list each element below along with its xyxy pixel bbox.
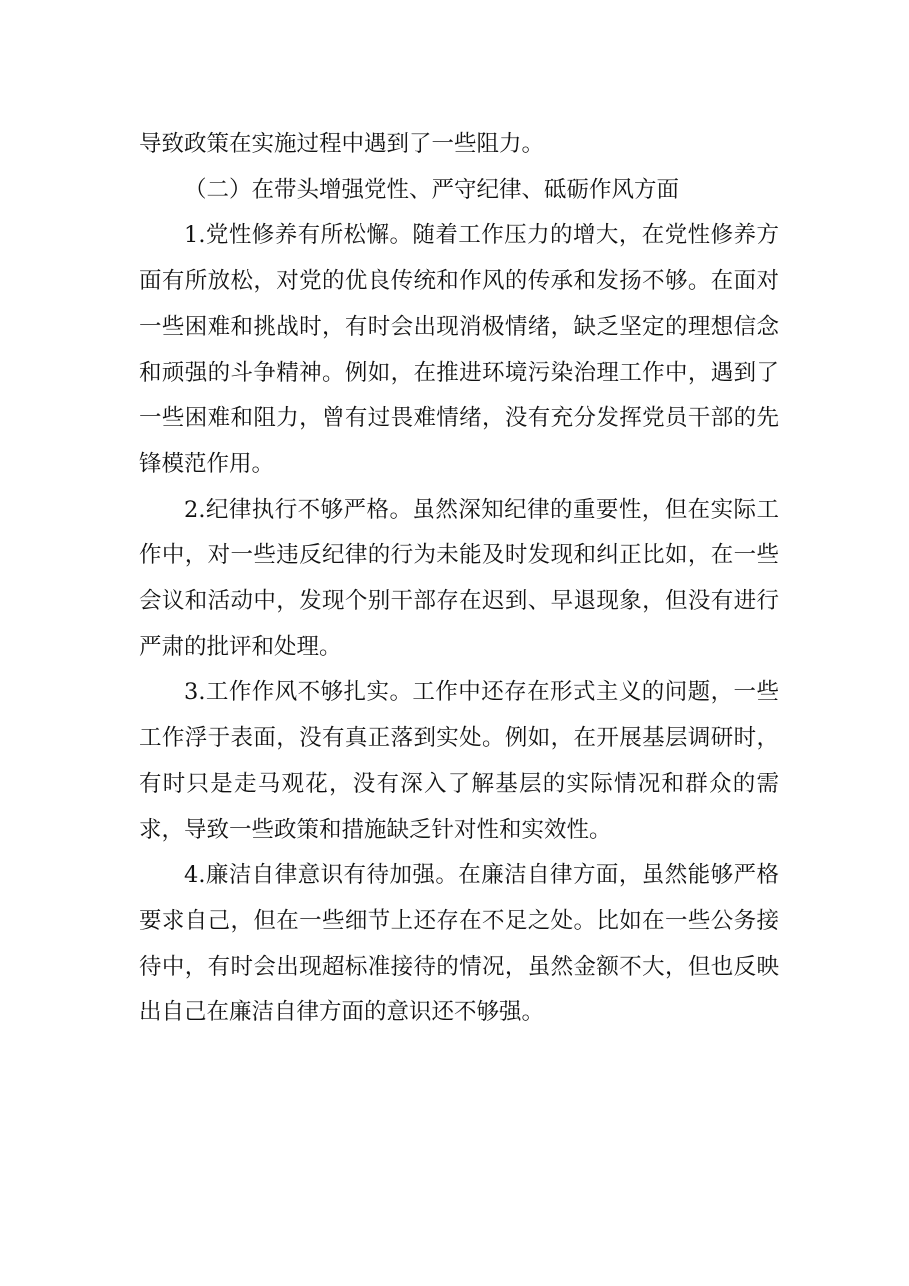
paragraph-item-2: 2.纪律执行不够严格。虽然深知纪律的重要性，但在实际工作中，对一些违反纪律的行为未能及时发现和纠正比如，在一些会议和活动中，发现个别干部存在迟到、早退现象，但没有进行严肃的批评和处理。 <box>139 496 779 660</box>
paragraph-item-3: 3.工作作风不够扎实。工作中还存在形式主义的问题，一些工作浮于表面，没有真正落到实处。例如，在开展基层调研时，有时只是走马观花，没有深入了解基层的实际情况和群众的需求，导致一些政策和措施缺乏针对性和实效性。 <box>139 679 779 843</box>
section-heading: （二）在带头增强党性、严守纪律、砥砺作风方面 <box>184 176 680 203</box>
paragraph-item-4: 4.廉洁自律意识有待加强。在廉洁自律方面，虽然能够严格要求自己，但在一些细节上还存在不足之处。比如在一些公务接待中，有时会出现超标准接待的情况，虽然金额不大，但也反映出自己在廉洁自律方面的意识还不够强。 <box>139 862 779 1026</box>
paragraph-item-1: 1.党性修养有所松懈。随着工作压力的增大，在党性修养方面有所放松，对党的优良传统和作风的传承和发扬不够。在面对一些困难和挑战时，有时会出现消极情绪，缺乏坚定的理想信念和顽强的斗争精神。例如，在推进环境污染治理工作中，遇到了一些困难和阻力，曾有过畏难情绪，没有充分发挥党员干部的先锋模范作用。 <box>139 222 779 477</box>
document-body <box>139 122 779 1036</box>
continuation-paragraph: 导致政策在实施过程中遇到了一些阻力。 <box>139 131 545 157</box>
